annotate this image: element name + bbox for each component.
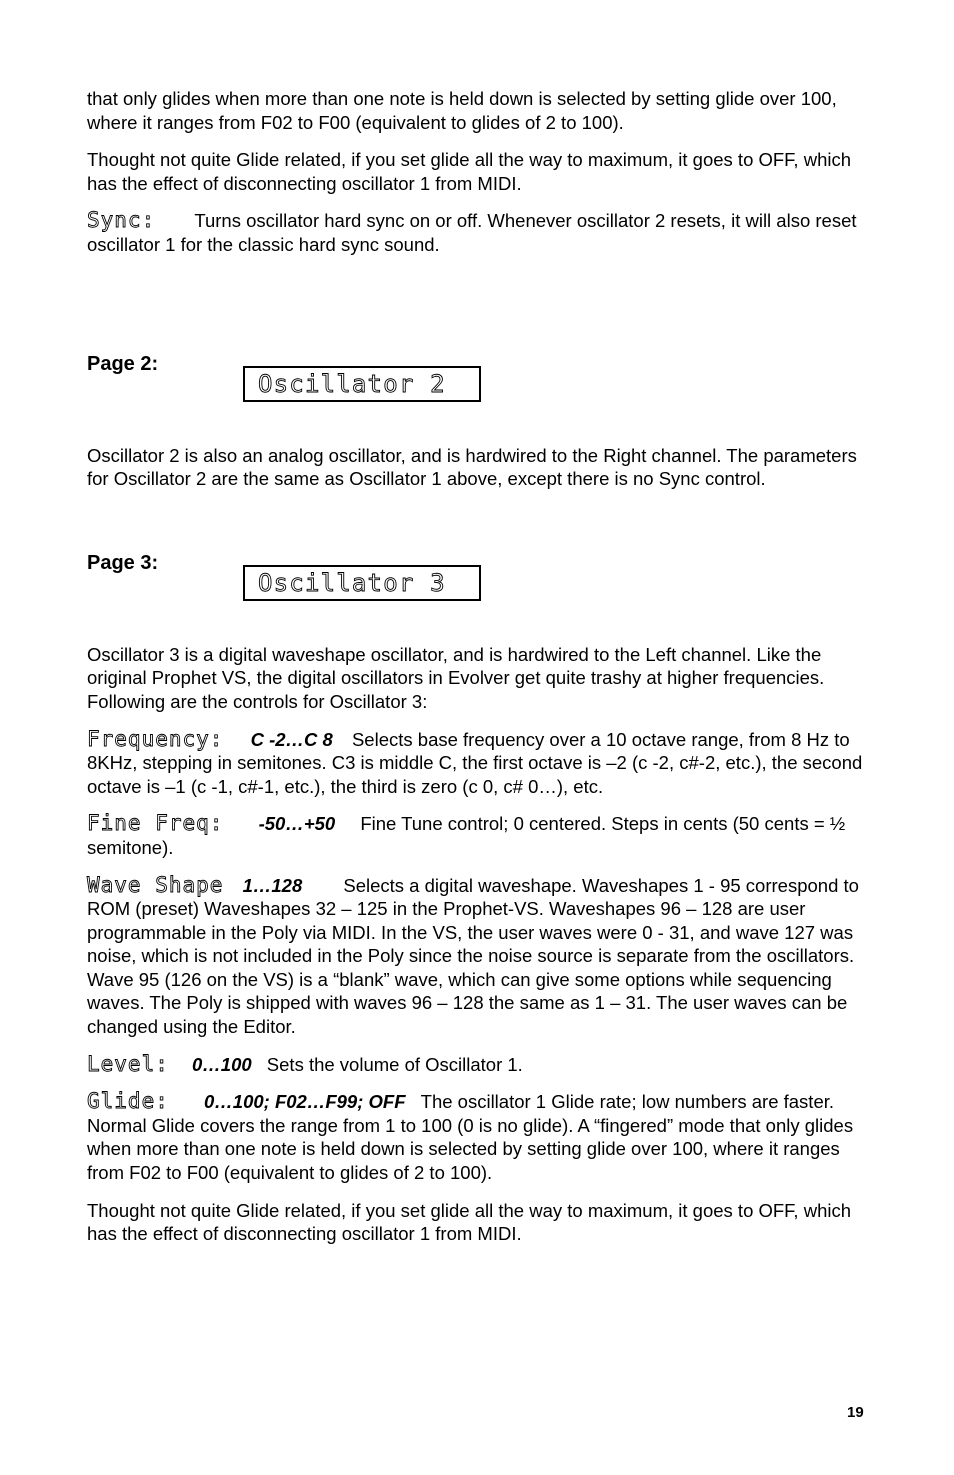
param-text: The oscillator 1 Glide rate; low numbers are faster. Normal Glide covers the range from 1 to 100 (0 is no glide). A “fingered” mode that only glides when more than one note is held down is selected by setting glide over 100, where it ranges from F02 to F00 (equivalent to glides of 2 to 100). (87, 1091, 854, 1184)
param-wave-shape (87, 874, 869, 1039)
param-text: Selects base frequency over a 10 octave range, from 8 Hz to 8KHz, stepping in semitones. C3 is middle C, the first octave is –2 (c -2, c#-2, etc.), the second octave is –1 (c -1, c#-1, etc.), the third is zero (c 0, c# 0…), etc. (87, 728, 863, 797)
lcd-text: Oscillator 2 (258, 369, 446, 398)
param-text: Turns oscillator hard sync on or off. Whenever oscillator 2 resets, it will also reset oscillator 1 for the classic hard sync sound. (87, 210, 857, 255)
param-range: 0…100 (192, 1053, 252, 1075)
lcd-display (243, 366, 481, 402)
param-label: Fine Freq: (87, 811, 224, 836)
param-text: Fine Tune control; 0 centered. Steps in cents (50 cents = ½ semitone). (87, 813, 846, 858)
param-text: Selects a digital waveshape. Waveshapes 1 - 95 correspond to ROM (preset) Waveshapes 32 – 125 in the Prophet-VS. Waveshapes 96 – 128 are user programmable in the Poly via MIDI. In the VS, the user waves were 0 - 31, and wave 127 was noise, which is not included in the Poly since the noise source is separate from the oscillators. Wave 95 (126 on the VS) is a “blank” wave, which can give some options while sequencing waves. The Poly is shipped with waves 96 – 128 the same as 1 – 31. The user waves can be changed using the Editor. (87, 874, 859, 1038)
param-label: Level: (87, 1051, 169, 1076)
param-label: Wave Shape (87, 872, 224, 897)
param-glide (87, 1090, 869, 1184)
param-range: 0…100; F02…F99; OFF (204, 1091, 406, 1113)
paragraph: Thought not quite Glide related, if you set glide all the way to maximum, it goes to OFF, which has the effect of disconnecting oscillator 1 from MIDI. (87, 1199, 852, 1245)
param-frequency (87, 728, 869, 799)
paragraph: that only glides when more than one note is held down is selected by setting glide over 100, where it ranges from F02 to F00 (equivalent to glides of 2 to 100). (87, 88, 837, 133)
paragraph: Oscillator 3 is a digital waveshape oscillator, and is hardwired to the Left channel. Like the original Prophet VS, the digital oscillators in Evolver get quite trashy at higher frequencies. Following are the controls for Oscillator 3: (87, 643, 825, 712)
param-fine-freq (87, 812, 869, 859)
page-body (87, 87, 869, 1246)
paragraph: Oscillator 2 is also an analog oscillator, and is hardwired to the Right channel. The parameters for Oscillator 2 are the same as Oscillator 1 above, except there is no Sync control. (87, 444, 857, 490)
param-label: Glide: (87, 1089, 169, 1114)
page2-header (87, 352, 869, 430)
param-range: -50…+50 (258, 813, 336, 835)
page-number: 19 (847, 1404, 864, 1421)
page3-heading: Page 3: (87, 551, 159, 574)
lcd-text: Oscillator 3 (258, 568, 446, 597)
param-range: 1…128 (242, 874, 303, 896)
paragraph: Thought not quite Glide related, if you set glide all the way to maximum, it goes to OFF, which has the effect of disconnecting oscillator 1 from MIDI. (87, 149, 852, 194)
param-level (87, 1053, 869, 1077)
page2-heading: Page 2: (87, 352, 159, 375)
param-label: Frequency: (87, 726, 224, 751)
param-label: Sync: (87, 208, 156, 233)
param-text: Sets the volume of Oscillator 1. (266, 1053, 523, 1075)
param-sync (87, 209, 869, 256)
lcd-display (243, 565, 481, 601)
page3-header (87, 551, 869, 629)
param-range: C -2…C 8 (250, 728, 333, 750)
